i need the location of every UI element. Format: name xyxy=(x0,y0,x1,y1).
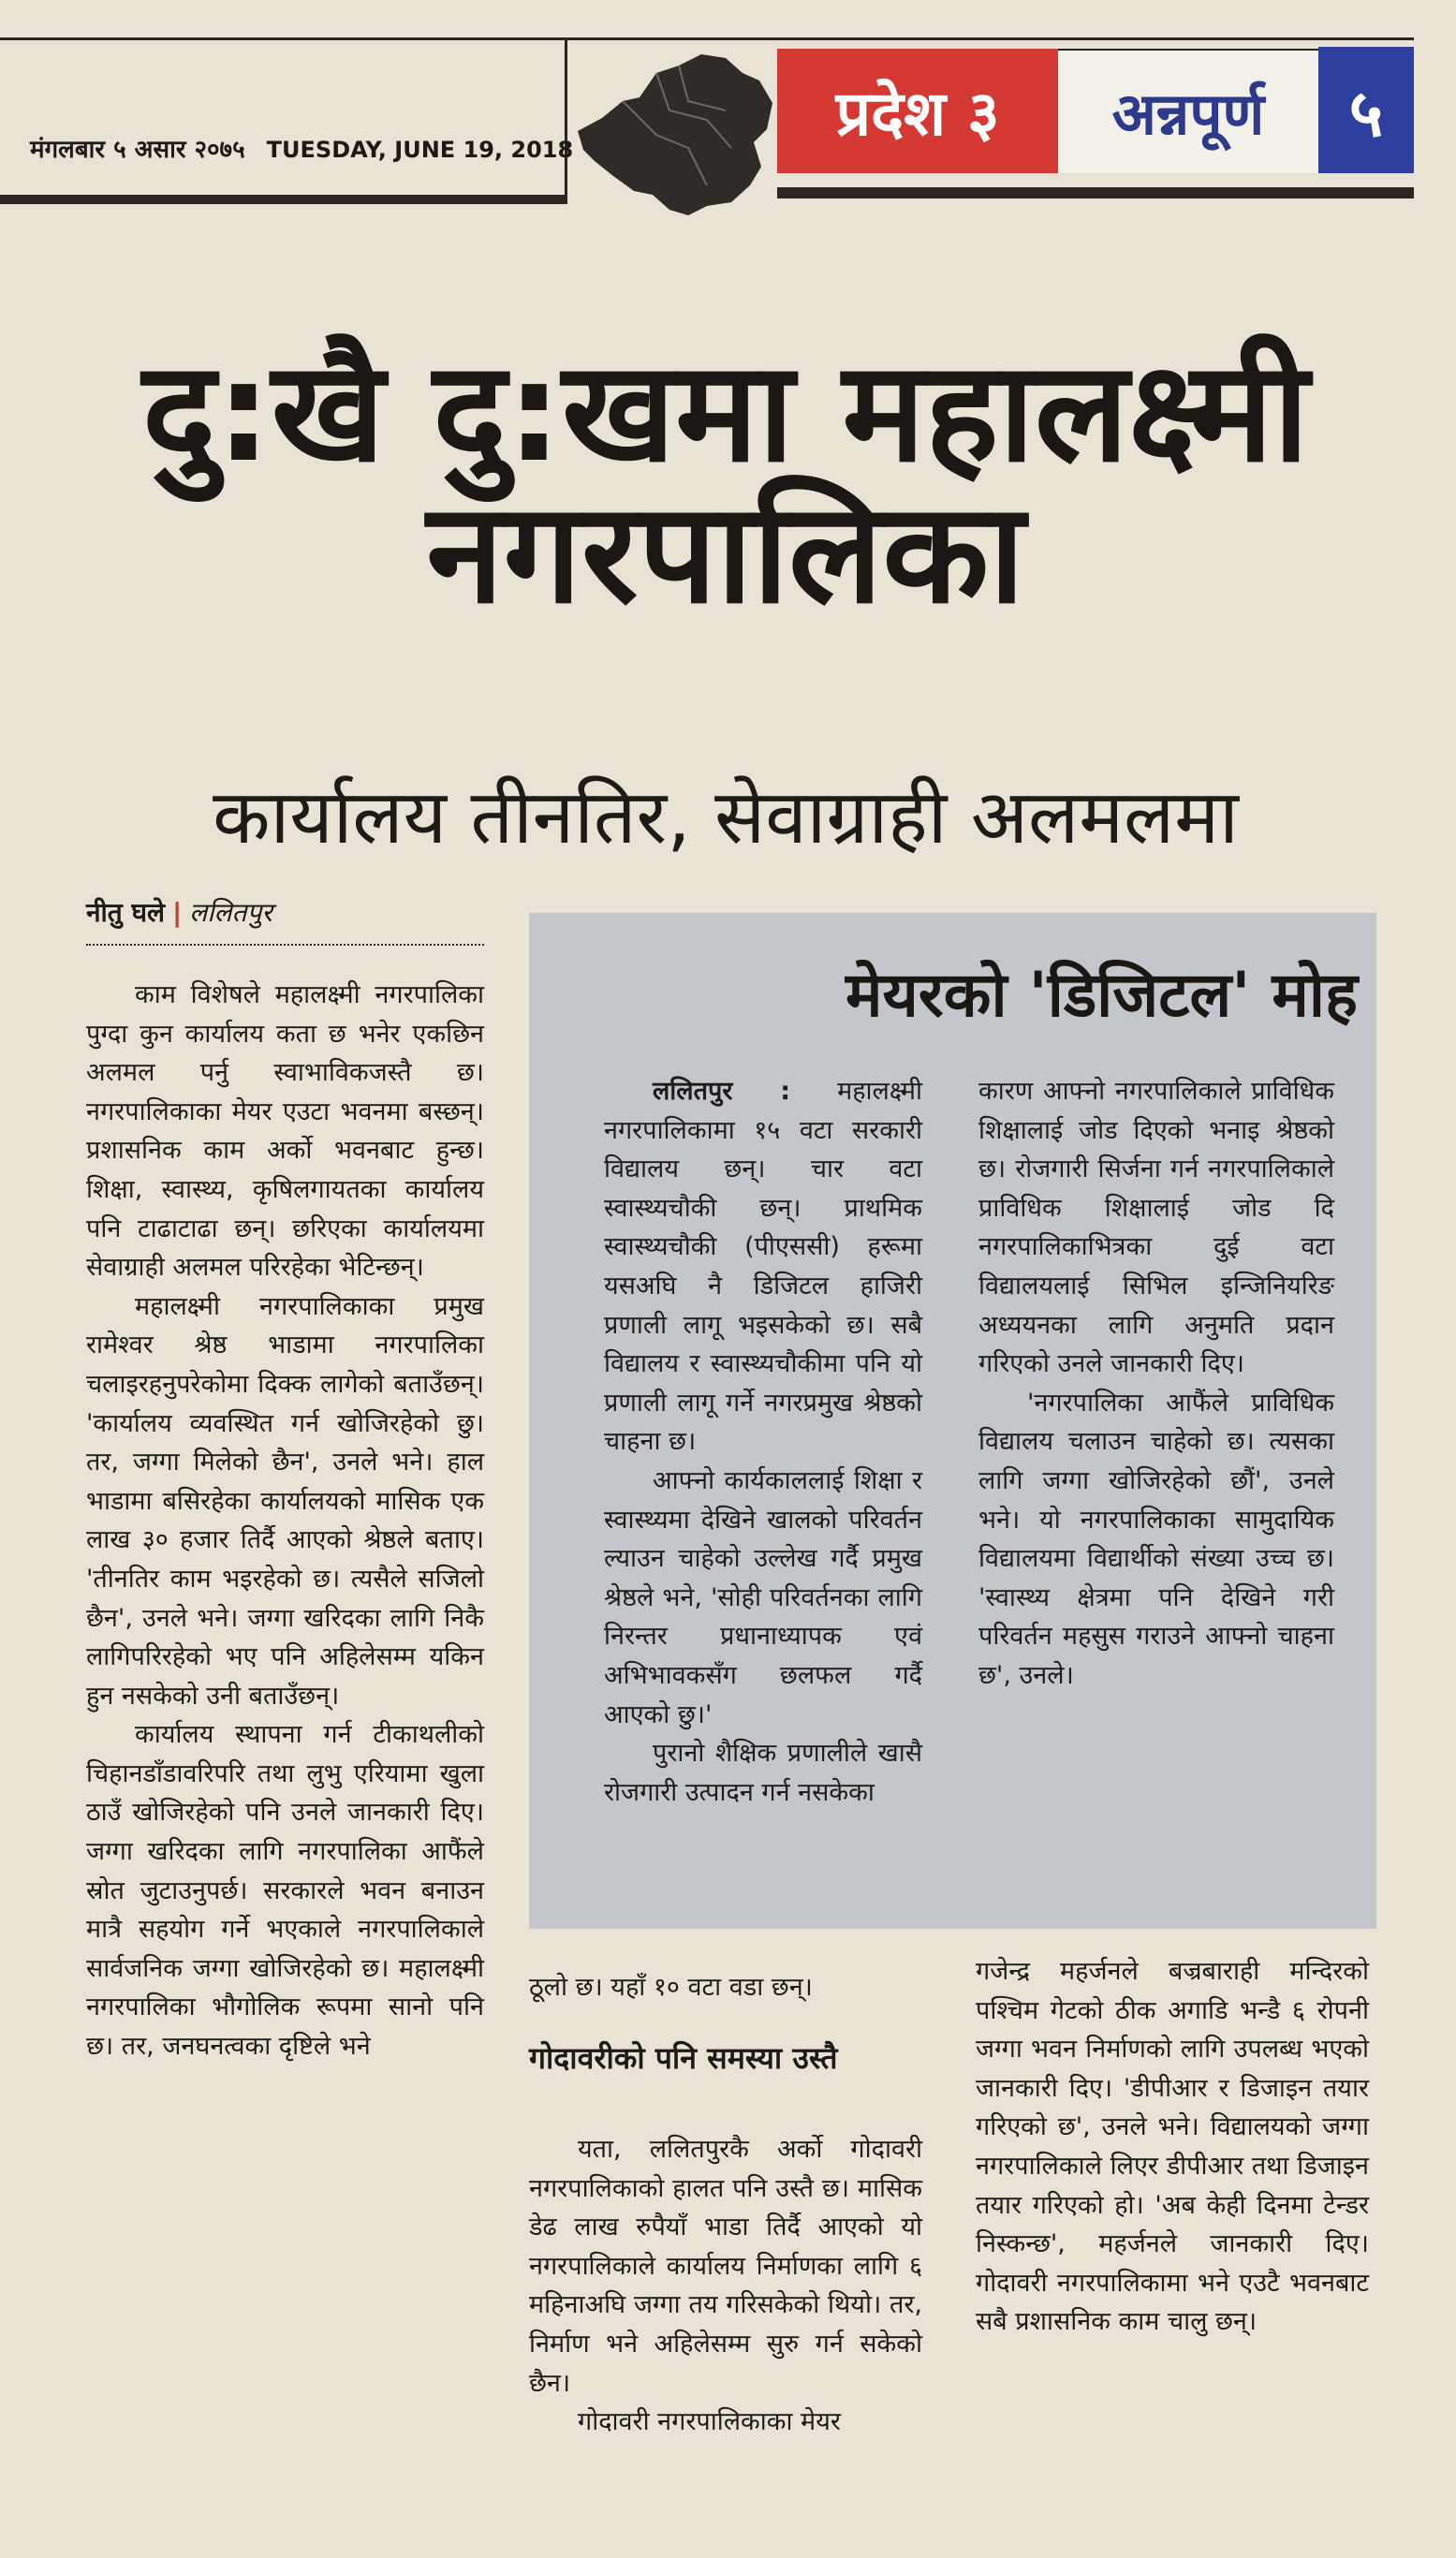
page-number: ५ xyxy=(1318,47,1414,173)
byline-rule xyxy=(86,944,484,946)
article-column-3 xyxy=(976,1952,1369,2342)
article-column-2-continuation xyxy=(529,1968,922,2007)
article-paragraph: महालक्ष्मी नगरपालिकाका प्रमुख रामेश्वर श्रेष्ठ भाडामा नगरपालिका चलाइरहनुपरेकोमा दिक्क लागेको बताउँछन्। 'कार्यालय व्यवस्थित गर्न खोजिरहेको छु। तर, जग्गा मिलेको छैन', उनले भने। हाल भाडामा बसिरहेका कार्यालयको मासिक एक लाख ३० हजार तिर्दै आएको श्रेष्ठले बताए। 'तीनतिर काम भइरहेको छ। त्यसैले सजिलो छैन', उनले भने। जग्गा खरिदका लागि निकै लागिपरिरहेको भए पनि अहिलेसम्म यकिन हुन नसकेको उनी बताउँछन्। xyxy=(86,1291,484,1711)
masthead-date xyxy=(30,131,573,165)
section-brand: अन्नपूर्ण xyxy=(1058,49,1318,173)
article-column-2 xyxy=(529,2130,922,2442)
subheadline: कार्यालय तीनतिर, सेवाग्राही अलमलमा xyxy=(213,773,1239,860)
article-paragraph: गजेन्द्र महर्जनले बज्रबाराही मन्दिरको पश्चिम गेटको ठीक अगाडि भन्डै ६ रोपनी जग्गा भवन निर्माणको लागि उपलब्ध भएको जानकारी दिए। 'डीपीआर र डिजाइन तयार गरिएको छ', उनले भने। विद्यालयको जग्गा नगरपालिकाले लिएर डीपीआर तथा डिजाइन तयार गरिएको हो। 'अब केही दिनमा टेन्डर निस्कन्छ', महर्जनले जानकारी दिए। गोदावरी नगरपालिकामा भने एउटै भवनबाट सबै प्रशासनिक काम चालु छन्। xyxy=(976,1957,1369,2337)
article-paragraph: गोदावरी नगरपालिकाका मेयर xyxy=(578,2407,841,2437)
sidebar-lede: ललितपुर : xyxy=(653,1077,791,1106)
article-paragraph: यता, ललितपुरकै अर्को गोदावरी नगरपालिकाको हालत पनि उस्तै छ। मासिक डेढ लाख रुपैयाँ भाडा तिर्दै आएको यो नगरपालिकाले कार्यालय निर्माणका लागि ६ महिनाअघि जग्गा तय गरिसकेको थियो। तर, निर्माण भने अहिलेसम्म सुरु गर्न सकेको छैन। xyxy=(529,2135,922,2398)
masthead-bottom-rule-right xyxy=(777,187,1414,198)
headline xyxy=(37,331,1414,634)
sidebar-paragraph-text: महालक्ष्मी नगरपालिकामा १५ वटा सरकारी विद्यालय छन्। चार वटा स्वास्थ्यचौकी छन्। प्राथमिक स्वास्थ्यचौकी (पीएससी) हरूमा यसअघि नै डिजिटल हाजिरी प्रणाली लागू भइसकेको छ। सबै विद्यालय र स्वास्थ्यचौकीमा पनि यो प्रणाली लागू गर्ने नगरप्रमुख श्रेष्ठको चाहना छ। xyxy=(604,1077,922,1457)
article-paragraph: ठूलो छ। यहाँ १० वटा वडा छन्। xyxy=(529,1973,813,2002)
sidebar-paragraph: कारण आफ्नो नगरपालिकाले प्राविधिक शिक्षालाई जोड दिएको भनाइ श्रेष्ठको छ। रोजगारी सिर्जना गर्न नगरपालिकाले प्राविधिक शिक्षालाई जोड दि नगरपालिकाभित्रका दुई वटा विद्यालयलाई सिभिल इन्जिनियरिङ अध्ययनका लागि अनुमति प्रदान गरिएको उनले जानकारी दिए। xyxy=(978,1077,1334,1379)
sidebar-title: मेयरको 'डिजिटल' मोह xyxy=(846,959,1358,1031)
byline-name: नीतु घले xyxy=(86,897,166,928)
masthead-top-rule xyxy=(0,37,1414,40)
region-badge: प्रदेश ३ xyxy=(777,49,1058,173)
byline-separator: | xyxy=(172,897,183,928)
sidebar-paragraph: आफ्नो कार्यकाललाई शिक्षा र स्वास्थ्यमा देखिने खालको परिवर्तन ल्याउन चाहेको उल्लेख गर्दै प्रमुख श्रेष्ठले भने, 'सोही परिवर्तनका लागि निरन्तर प्रधानाध्यापक एवं अभिभावकसँग छलफल गर्दै आएको छु।' xyxy=(604,1465,922,1729)
sidebar-paragraph: 'नगरपालिका आफैंले प्राविधिक विद्यालय चलाउन चाहेको छ। त्यसका लागि जग्गा खोजिरहेको छौं', उनले भने। यो नगरपालिकाका सामुदायिक विद्यालयमा विद्यार्थीको संख्या उच्च छ। 'स्वास्थ्य क्षेत्रमा पनि देखिने गरी परिवर्तन महसुस गराउने आफ्नो चाहना छ', उनले। xyxy=(978,1388,1334,1690)
headline-line2: नगरपालिका xyxy=(426,472,1025,634)
masthead-bottom-rule-left xyxy=(0,195,566,204)
byline xyxy=(86,894,272,930)
date-english: TUESDAY, JUNE 19, 2018 xyxy=(266,137,574,163)
byline-location: ललितपुर xyxy=(189,897,272,928)
section-subheading: गोदावरीको पनि समस्या उस्तै xyxy=(529,2040,838,2076)
sidebar-paragraph xyxy=(604,1072,922,1462)
article-paragraph: काम विशेषले महालक्ष्मी नगरपालिका पुग्दा कुन कार्यालय कता छ भनेर एकछिन अलमल पर्नु स्वाभाविकजस्तै छ। नगरपालिकाका मेयर एउटा भवनमा बस्छन्। प्रशासनिक काम अर्को भवनबाट हुन्छ। शिक्षा, स्वास्थ्य, कृषिलगायतका कार्यालय पनि टाढाटाढा छन्। छरिएका कार्यालयमा सेवाग्राही अलमल परिरहेका भेटिन्छन्। xyxy=(86,980,484,1283)
article-paragraph: कार्यालय स्थापना गर्न टीकाथलीको चिहानडाँडावरिपरि तथा लुभु एरियामा खुला ठाउँ खोजिरहेको पनि उनले जानकारी दिए। जग्गा खरिदका लागि नगरपालिका आफैंले स्रोत जुटाउनुपर्छ। सरकारले भवन बनाउन मात्रै सहयोग गर्ने भएकाले नगरपालिकाले सार्वजनिक जग्गा खोजिरहेको छ। महालक्ष्मी नगरपालिका भौगोलिक रूपमा सानो पनि छ। तर, जनघनत्वका दृष्टिले भने xyxy=(86,1720,484,2062)
sidebar-paragraph: पुरानो शैक्षिक प्रणालीले खासै रोजगारी उत्पादन गर्न नसकेका xyxy=(604,1739,922,1807)
date-nepali: मंगलबार ५ असार २०७५ xyxy=(30,136,245,164)
sidebar-column-1 xyxy=(604,1072,922,1812)
headline-line1: दु:खै दु:खमा महालक्ष्मी xyxy=(141,331,1310,492)
sidebar-column-2 xyxy=(978,1072,1334,1696)
province-map-icon xyxy=(566,45,777,223)
article-column-1 xyxy=(86,976,484,2066)
